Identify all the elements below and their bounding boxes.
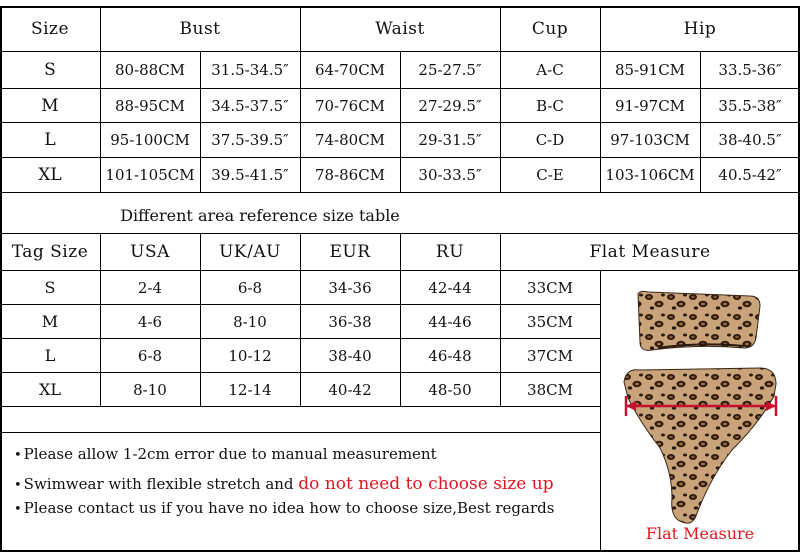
table-cell: 12-14 — [228, 380, 272, 399]
size-label: XL — [38, 165, 62, 185]
table-cell: 40-42 — [328, 380, 372, 399]
table-cell: 37CM — [527, 346, 573, 365]
bullet: • — [14, 502, 22, 517]
size-label: L — [44, 130, 56, 150]
bullet: • — [14, 478, 22, 493]
grid-line — [100, 6, 101, 192]
header-flat-measure: Flat Measure — [589, 242, 711, 262]
table-cell: 10-12 — [228, 346, 272, 365]
table-cell: 37.5-39.5″ — [211, 131, 289, 149]
tag-size-label: XL — [38, 380, 61, 399]
tag-size-label: S — [44, 278, 56, 297]
grid-line — [0, 6, 800, 8]
header-size: Size — [30, 19, 70, 39]
table-cell: 25-27.5″ — [418, 61, 482, 79]
bikini-bottom — [624, 368, 776, 523]
table-cell: 35CM — [527, 312, 573, 331]
table-cell: 30-33.5″ — [418, 166, 482, 184]
table-cell: 34.5-37.5″ — [211, 96, 289, 115]
grid-line — [200, 233, 201, 406]
table-cell: 33.5-36″ — [718, 61, 782, 79]
table-cell: 44-46 — [428, 312, 472, 331]
table-cell: 97-103CM — [610, 131, 690, 149]
table-cell: 2-4 — [137, 278, 163, 297]
header-hip: Hip — [683, 19, 717, 39]
grid-line — [500, 233, 501, 406]
table-cell: 40.5-42″ — [718, 166, 782, 184]
header-bust: Bust — [179, 19, 221, 39]
note-text: Please contact us if you have no idea how to choose size,Best regards — [23, 499, 555, 517]
note-text: Please allow 1-2cm error due to manual measurement — [23, 445, 437, 463]
table-cell: 8-10 — [133, 380, 167, 399]
table-cell: 91-97CM — [614, 96, 686, 115]
table-cell: 38CM — [527, 380, 573, 399]
table-cell: 101-105CM — [105, 166, 195, 184]
bikini-top — [638, 291, 760, 350]
table-cell: 33CM — [527, 278, 573, 297]
table-cell: 29-31.5″ — [418, 131, 482, 149]
table-cell: 80-88CM — [114, 61, 186, 79]
grid-line — [200, 52, 201, 192]
table-cell: 70-76CM — [314, 96, 386, 115]
table-cell: B-C — [536, 96, 564, 115]
grid-line — [600, 270, 601, 552]
table-cell: 39.5-41.5″ — [211, 166, 289, 184]
table-cell: A-C — [536, 61, 564, 79]
table-cell: 74-80CM — [314, 131, 386, 149]
table-cell: 103-106CM — [605, 166, 695, 184]
grid-line — [300, 233, 301, 406]
reference-table-title: Different area reference size table — [120, 205, 400, 225]
table-cell: 27-29.5″ — [418, 96, 482, 115]
table-cell: C-E — [536, 166, 564, 184]
header-ru: RU — [435, 242, 465, 262]
tag-size-label: L — [44, 346, 56, 365]
table-cell: 6-8 — [137, 346, 163, 365]
table-cell: 88-95CM — [114, 96, 186, 115]
grid-line — [700, 52, 701, 192]
table-cell: 38-40.5″ — [718, 131, 782, 149]
bikini-illustration — [600, 272, 800, 552]
table-cell: 38-40 — [328, 346, 372, 365]
grid-line — [300, 6, 301, 192]
note-text: Swimwear with flexible stretch and — [23, 475, 299, 493]
header-waist: Waist — [375, 19, 425, 39]
table-cell: 31.5-34.5″ — [211, 61, 289, 79]
header-cup: Cup — [531, 19, 569, 39]
table-cell: 46-48 — [428, 346, 472, 365]
grid-line — [0, 406, 600, 407]
table-cell: C-D — [535, 131, 565, 149]
table-cell: 48-50 — [428, 380, 472, 399]
table-cell: 35.5-38″ — [718, 96, 782, 115]
table-cell: 6-8 — [237, 278, 263, 297]
grid-line — [100, 233, 101, 406]
header-usa: USA — [130, 242, 170, 262]
grid-line — [600, 6, 601, 192]
table-cell: 64-70CM — [314, 61, 386, 79]
table-cell: 4-6 — [137, 312, 163, 331]
header-eur: EUR — [329, 242, 371, 262]
grid-line — [400, 52, 401, 192]
table-cell: 8-10 — [233, 312, 267, 331]
table-cell: 34-36 — [328, 278, 372, 297]
size-label: S — [44, 60, 56, 80]
tag-size-label: M — [41, 312, 59, 331]
grid-line — [500, 6, 501, 192]
grid-line — [0, 432, 600, 433]
note-contact — [14, 499, 554, 517]
table-cell: 78-86CM — [314, 166, 386, 184]
note-error — [14, 445, 437, 463]
note-highlight: do not need to choose size up — [298, 474, 554, 494]
grid-line — [0, 192, 800, 193]
image-caption: Flat Measure — [645, 523, 755, 543]
table-cell: 36-38 — [328, 312, 372, 331]
table-cell: 42-44 — [428, 278, 472, 297]
table-cell: 95-100CM — [110, 131, 190, 149]
header-uk-au: UK/AU — [219, 242, 281, 262]
grid-line — [400, 233, 401, 406]
bullet: • — [14, 448, 22, 463]
table-cell: 85-91CM — [614, 61, 686, 79]
note-stretch — [14, 474, 554, 494]
size-label: M — [41, 95, 59, 116]
header-tag-size: Tag Size — [11, 242, 89, 262]
